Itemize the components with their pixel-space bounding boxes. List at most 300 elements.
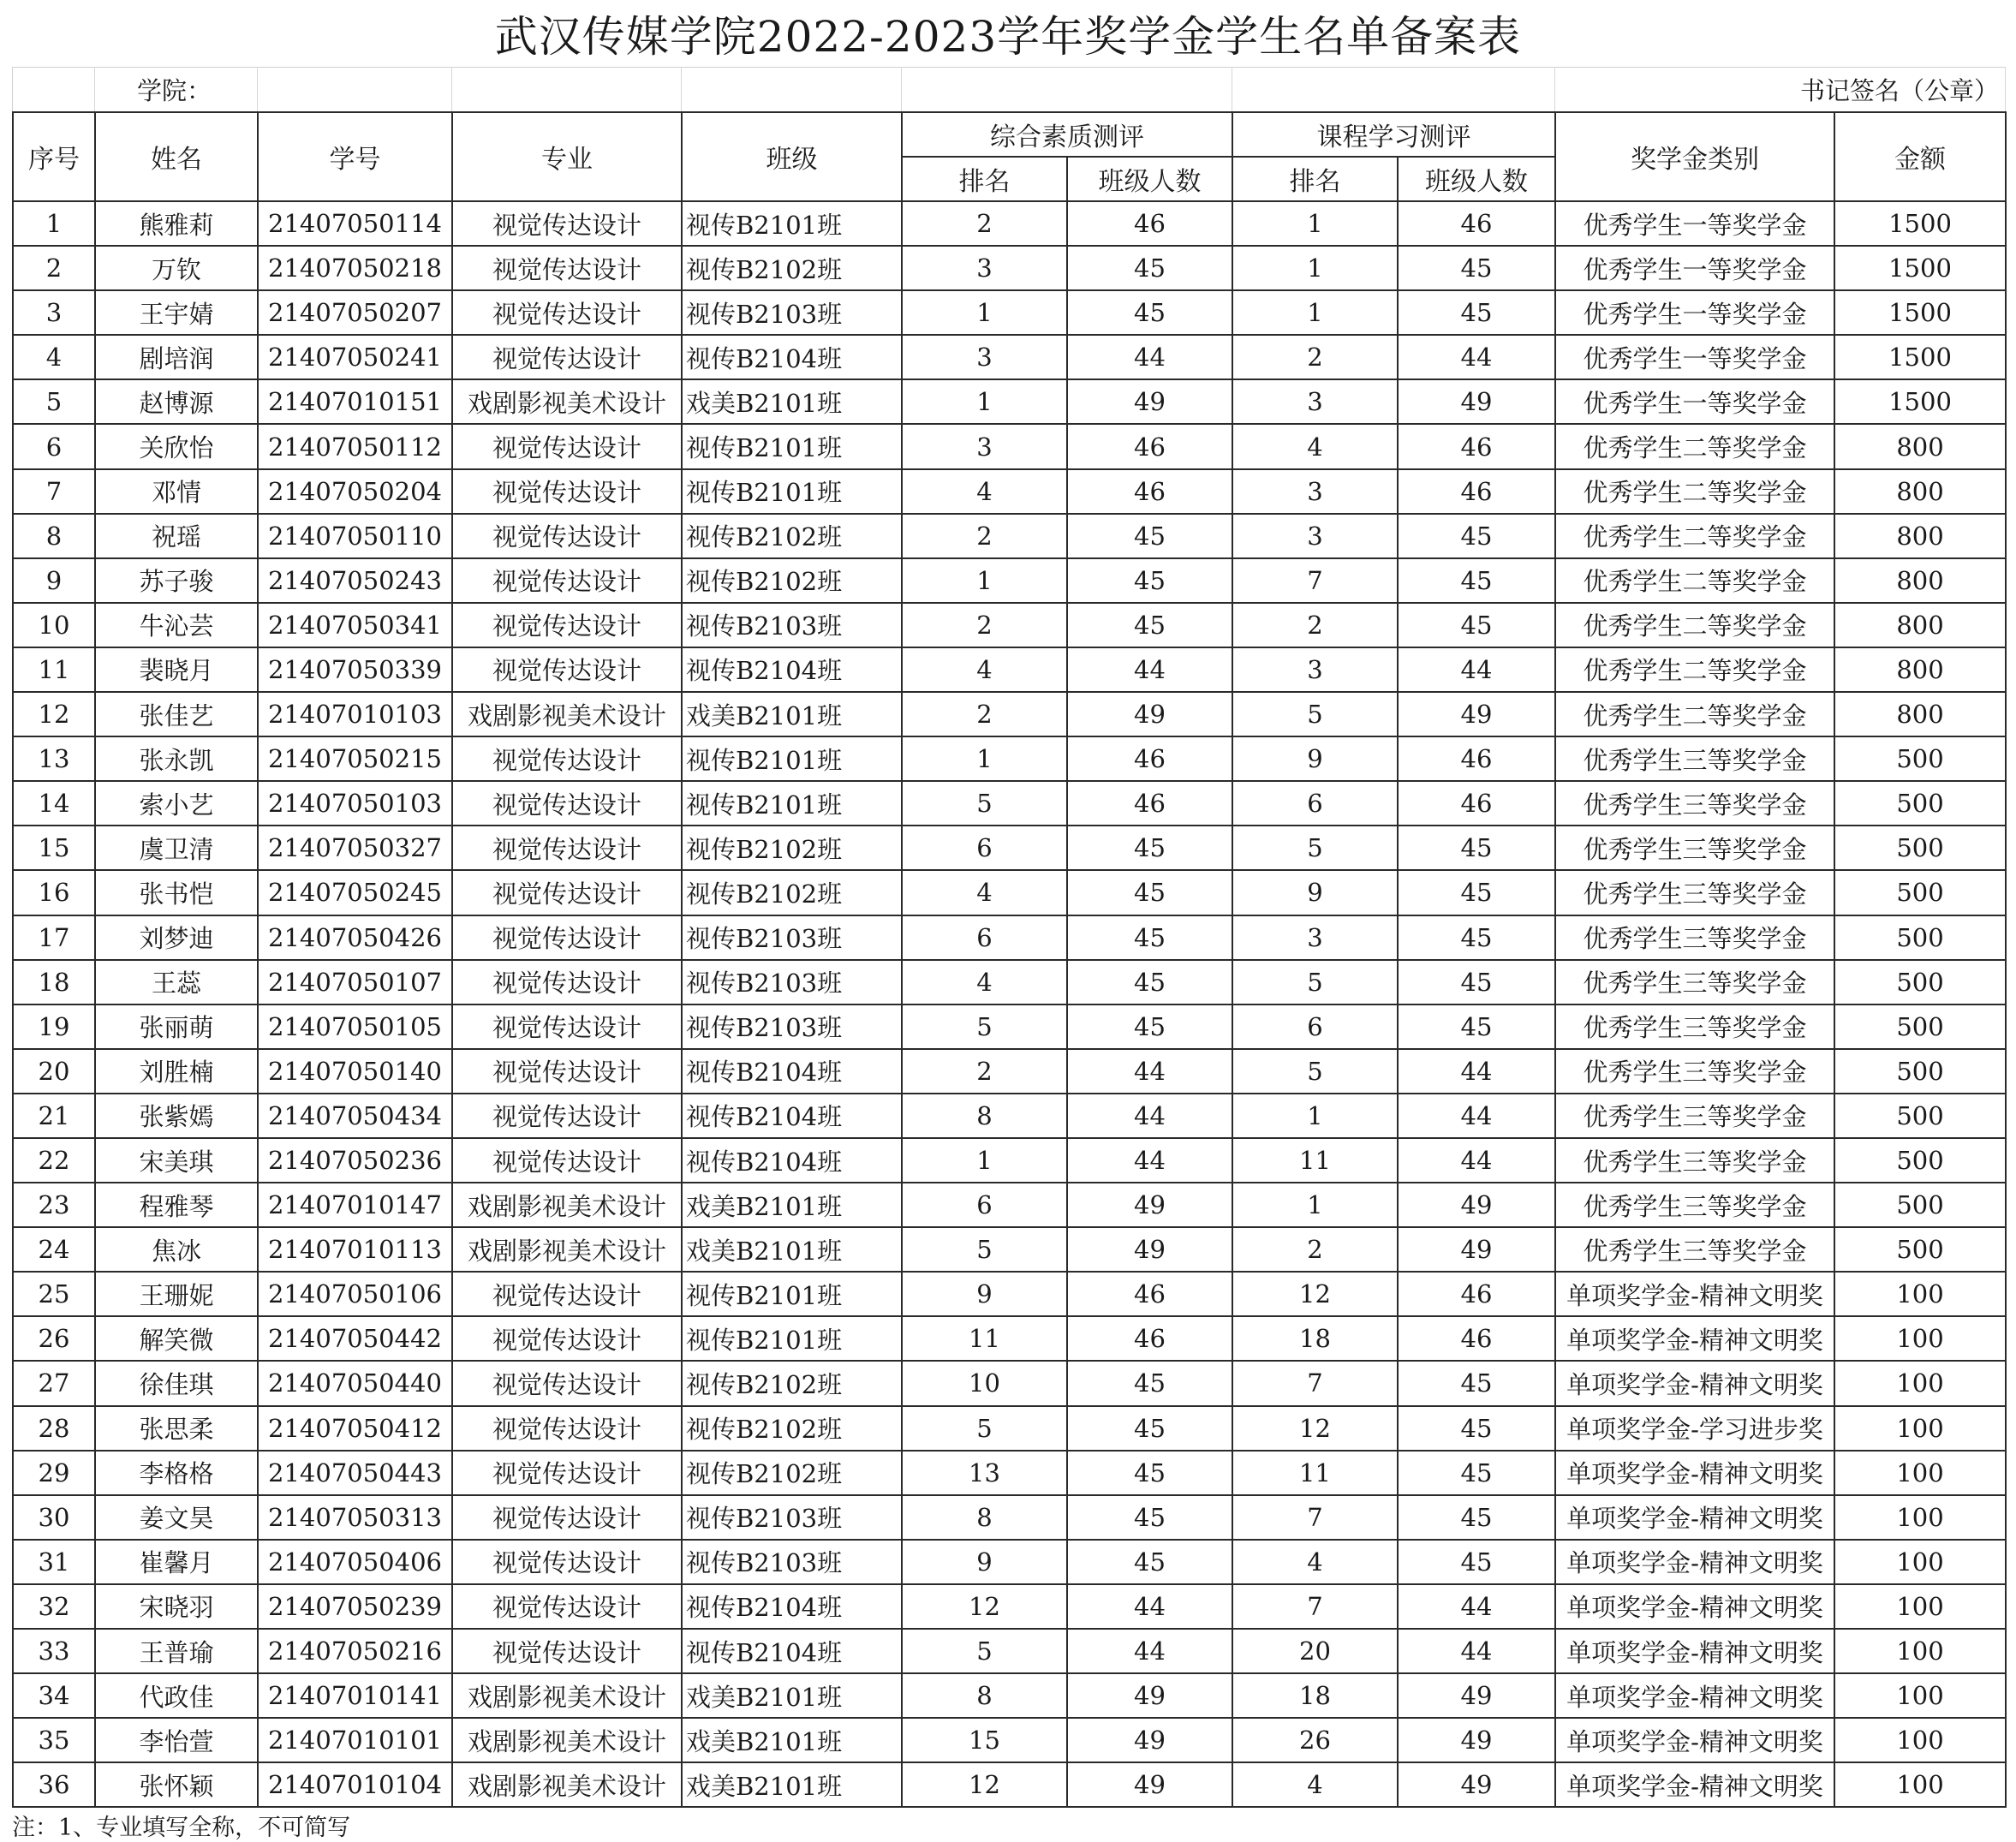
seq-cell: 19 [13,1004,95,1049]
comprehensive-rank-cell: 8 [902,1495,1067,1540]
course-rank-cell: 5 [1232,1049,1398,1094]
comprehensive-rank-cell: 6 [902,1183,1067,1227]
scholarship-type-cell: 优秀学生三等奖学金 [1555,1227,1834,1272]
comprehensive-rank-cell: 2 [902,514,1067,558]
scholarship-type-cell: 优秀学生二等奖学金 [1555,469,1834,514]
comprehensive-rank-cell: 3 [902,335,1067,379]
scholarship-type-cell: 优秀学生三等奖学金 [1555,1004,1834,1049]
scholarship-type-cell: 优秀学生二等奖学金 [1555,603,1834,647]
scholarship-type-cell: 单项奖学金-精神文明奖 [1555,1540,1834,1584]
seq-cell: 16 [13,870,95,915]
course-rank-cell: 5 [1232,960,1398,1004]
table-row [13,201,2006,246]
class-cell: 视传B2103班 [682,960,902,1004]
course-class-size-cell: 45 [1398,1540,1555,1584]
table-row [13,870,2006,915]
scholarship-type-cell: 优秀学生一等奖学金 [1555,379,1834,424]
comprehensive-class-size-cell: 49 [1067,1718,1232,1762]
name-cell: 张丽萌 [95,1004,258,1049]
student-id-cell: 21407050236 [258,1138,452,1183]
course-rank-cell: 1 [1232,1094,1398,1138]
comprehensive-rank-cell: 13 [902,1451,1067,1495]
header-amount: 金额 [1834,112,2006,201]
course-rank-cell: 18 [1232,1316,1398,1361]
course-class-size-cell: 44 [1398,647,1555,692]
comprehensive-rank-cell: 11 [902,1316,1067,1361]
name-cell: 张书恺 [95,870,258,915]
seq-cell: 12 [13,692,95,736]
amount-cell: 100 [1834,1629,2006,1673]
comprehensive-rank-cell: 12 [902,1762,1067,1807]
student-id-cell: 21407010141 [258,1673,452,1718]
comprehensive-class-size-cell: 45 [1067,514,1232,558]
major-cell: 视觉传达设计 [452,1049,682,1094]
major-cell: 视觉传达设计 [452,736,682,781]
course-rank-cell: 3 [1232,379,1398,424]
scholarship-type-cell: 优秀学生三等奖学金 [1555,960,1834,1004]
student-id-cell: 21407050140 [258,1049,452,1094]
college-label: 学院： [137,75,212,105]
amount-cell: 100 [1834,1361,2006,1405]
amount-cell: 500 [1834,1049,2006,1094]
header-course-rank: 排名 [1232,157,1398,201]
name-cell: 邓情 [95,469,258,514]
footnote: 注：1、专业填写全称，不可简写 [12,1815,351,1841]
class-cell: 视传B2104班 [682,647,902,692]
major-cell: 戏剧影视美术设计 [452,1762,682,1807]
student-id-cell: 21407010147 [258,1183,452,1227]
seq-cell: 15 [13,826,95,870]
class-cell: 视传B2102班 [682,826,902,870]
class-cell: 视传B2103班 [682,1004,902,1049]
scholarship-type-cell: 优秀学生三等奖学金 [1555,826,1834,870]
seq-cell: 5 [13,379,95,424]
table-row [13,1762,2006,1807]
course-rank-cell: 7 [1232,1495,1398,1540]
course-class-size-cell: 45 [1398,915,1555,960]
class-cell: 视传B2103班 [682,603,902,647]
student-id-cell: 21407050440 [258,1361,452,1405]
course-class-size-cell: 45 [1398,1361,1555,1405]
seq-cell: 35 [13,1718,95,1762]
student-id-cell: 21407050341 [258,603,452,647]
comprehensive-rank-cell: 9 [902,1540,1067,1584]
class-cell: 戏美B2101班 [682,379,902,424]
comprehensive-class-size-cell: 44 [1067,1049,1232,1094]
table-row [13,826,2006,870]
course-class-size-cell: 46 [1398,1316,1555,1361]
course-rank-cell: 1 [1232,201,1398,246]
comprehensive-class-size-cell: 46 [1067,736,1232,781]
class-cell: 视传B2102班 [682,514,902,558]
class-cell: 视传B2103班 [682,915,902,960]
student-id-cell: 21407010101 [258,1718,452,1762]
class-cell: 视传B2103班 [682,290,902,335]
student-id-cell: 21407050243 [258,558,452,603]
major-cell: 视觉传达设计 [452,603,682,647]
scholarship-type-cell: 单项奖学金-学习进步奖 [1555,1406,1834,1451]
comprehensive-class-size-cell: 44 [1067,647,1232,692]
name-cell: 张佳艺 [95,692,258,736]
comprehensive-rank-cell: 4 [902,469,1067,514]
course-rank-cell: 4 [1232,424,1398,468]
course-rank-cell: 6 [1232,781,1398,826]
seq-cell: 25 [13,1272,95,1316]
class-cell: 视传B2103班 [682,1495,902,1540]
scholarship-type-cell: 单项奖学金-精神文明奖 [1555,1673,1834,1718]
amount-cell: 500 [1834,915,2006,960]
table-row [13,469,2006,514]
comprehensive-rank-cell: 8 [902,1673,1067,1718]
header-grid [12,67,2005,111]
comprehensive-rank-cell: 1 [902,736,1067,781]
class-cell: 戏美B2101班 [682,1227,902,1272]
major-cell: 视觉传达设计 [452,1138,682,1183]
scholarship-type-cell: 优秀学生二等奖学金 [1555,558,1834,603]
course-class-size-cell: 45 [1398,960,1555,1004]
table-row [13,246,2006,290]
seq-cell: 23 [13,1183,95,1227]
course-rank-cell: 11 [1232,1451,1398,1495]
major-cell: 视觉传达设计 [452,424,682,468]
table-row [13,514,2006,558]
student-id-cell: 21407050207 [258,290,452,335]
comprehensive-class-size-cell: 45 [1067,1406,1232,1451]
table-row [13,692,2006,736]
class-cell: 视传B2104班 [682,335,902,379]
seq-cell: 2 [13,246,95,290]
table-row [13,915,2006,960]
scholarship-type-cell: 优秀学生一等奖学金 [1555,290,1834,335]
name-cell: 崔馨月 [95,1540,258,1584]
table-row [13,1094,2006,1138]
amount-cell: 1500 [1834,246,2006,290]
name-cell: 裴晓月 [95,647,258,692]
class-cell: 视传B2104班 [682,1584,902,1629]
amount-cell: 100 [1834,1540,2006,1584]
course-class-size-cell: 45 [1398,603,1555,647]
scholarship-type-cell: 单项奖学金-精神文明奖 [1555,1762,1834,1807]
name-cell: 代政佳 [95,1673,258,1718]
comprehensive-rank-cell: 4 [902,960,1067,1004]
comprehensive-class-size-cell: 45 [1067,558,1232,603]
table-row [13,1673,2006,1718]
comprehensive-class-size-cell: 45 [1067,826,1232,870]
table-row [13,603,2006,647]
course-rank-cell: 1 [1232,1183,1398,1227]
table-row [13,1138,2006,1183]
comprehensive-class-size-cell: 44 [1067,1629,1232,1673]
name-cell: 苏子骏 [95,558,258,603]
comprehensive-rank-cell: 5 [902,781,1067,826]
name-cell: 牛沁芸 [95,603,258,647]
table-row [13,647,2006,692]
scholarship-type-cell: 单项奖学金-精神文明奖 [1555,1451,1834,1495]
amount-cell: 800 [1834,514,2006,558]
major-cell: 视觉传达设计 [452,1584,682,1629]
scholarship-type-cell: 优秀学生一等奖学金 [1555,335,1834,379]
table-row [13,1049,2006,1094]
comprehensive-class-size-cell: 45 [1067,1004,1232,1049]
course-rank-cell: 3 [1232,514,1398,558]
comprehensive-rank-cell: 4 [902,870,1067,915]
amount-cell: 100 [1834,1762,2006,1807]
course-rank-cell: 4 [1232,1540,1398,1584]
major-cell: 戏剧影视美术设计 [452,1718,682,1762]
comprehensive-rank-cell: 1 [902,558,1067,603]
comprehensive-rank-cell: 15 [902,1718,1067,1762]
table-row [13,1718,2006,1762]
course-rank-cell: 4 [1232,1762,1398,1807]
name-cell: 焦冰 [95,1227,258,1272]
course-class-size-cell: 45 [1398,870,1555,915]
course-rank-cell: 12 [1232,1272,1398,1316]
student-id-cell: 21407050103 [258,781,452,826]
amount-cell: 100 [1834,1673,2006,1718]
scholarship-type-cell: 单项奖学金-精神文明奖 [1555,1718,1834,1762]
table-row [13,335,2006,379]
seq-cell: 18 [13,960,95,1004]
major-cell: 戏剧影视美术设计 [452,379,682,424]
course-class-size-cell: 45 [1398,558,1555,603]
amount-cell: 500 [1834,1227,2006,1272]
comprehensive-class-size-cell: 45 [1067,1361,1232,1405]
name-cell: 万钦 [95,246,258,290]
header-student-id: 学号 [258,112,452,201]
student-id-cell: 21407010113 [258,1227,452,1272]
comprehensive-rank-cell: 2 [902,1049,1067,1094]
course-rank-cell: 2 [1232,603,1398,647]
comprehensive-class-size-cell: 49 [1067,1227,1232,1272]
major-cell: 戏剧影视美术设计 [452,1183,682,1227]
scholarship-type-cell: 优秀学生二等奖学金 [1555,424,1834,468]
seq-cell: 34 [13,1673,95,1718]
seq-cell: 29 [13,1451,95,1495]
student-id-cell: 21407050426 [258,915,452,960]
comprehensive-class-size-cell: 49 [1067,379,1232,424]
major-cell: 视觉传达设计 [452,558,682,603]
scholarship-table [12,111,2007,1808]
signature-label: 书记签名（公章） [1799,75,1999,105]
header-comprehensive-class-size: 班级人数 [1067,157,1232,201]
course-rank-cell: 6 [1232,1004,1398,1049]
name-cell: 姜文昊 [95,1495,258,1540]
course-rank-cell: 3 [1232,469,1398,514]
major-cell: 视觉传达设计 [452,1540,682,1584]
name-cell: 王宇婧 [95,290,258,335]
comprehensive-rank-cell: 3 [902,424,1067,468]
class-cell: 戏美B2101班 [682,1762,902,1807]
comprehensive-rank-cell: 6 [902,826,1067,870]
seq-cell: 3 [13,290,95,335]
scholarship-type-cell: 单项奖学金-精神文明奖 [1555,1361,1834,1405]
major-cell: 视觉传达设计 [452,1629,682,1673]
comprehensive-rank-cell: 12 [902,1584,1067,1629]
seq-cell: 27 [13,1361,95,1405]
scholarship-type-cell: 优秀学生一等奖学金 [1555,246,1834,290]
scholarship-type-cell: 优秀学生三等奖学金 [1555,870,1834,915]
course-class-size-cell: 44 [1398,1094,1555,1138]
major-cell: 戏剧影视美术设计 [452,692,682,736]
name-cell: 王普瑜 [95,1629,258,1673]
table-row [13,1272,2006,1316]
comprehensive-rank-cell: 6 [902,915,1067,960]
amount-cell: 500 [1834,870,2006,915]
course-class-size-cell: 46 [1398,424,1555,468]
comprehensive-class-size-cell: 46 [1067,469,1232,514]
major-cell: 视觉传达设计 [452,201,682,246]
table-row [13,1406,2006,1451]
seq-cell: 24 [13,1227,95,1272]
course-rank-cell: 1 [1232,290,1398,335]
course-class-size-cell: 45 [1398,1495,1555,1540]
class-cell: 戏美B2101班 [682,1183,902,1227]
student-id-cell: 21407050204 [258,469,452,514]
course-class-size-cell: 46 [1398,469,1555,514]
class-cell: 视传B2101班 [682,781,902,826]
student-id-cell: 21407050339 [258,647,452,692]
class-cell: 视传B2102班 [682,558,902,603]
comprehensive-class-size-cell: 45 [1067,1540,1232,1584]
student-id-cell: 21407050112 [258,424,452,468]
scholarship-type-cell: 优秀学生一等奖学金 [1555,201,1834,246]
seq-cell: 7 [13,469,95,514]
name-cell: 赵博源 [95,379,258,424]
seq-cell: 13 [13,736,95,781]
course-rank-cell: 11 [1232,1138,1398,1183]
course-class-size-cell: 45 [1398,826,1555,870]
comprehensive-class-size-cell: 49 [1067,692,1232,736]
course-class-size-cell: 45 [1398,290,1555,335]
class-cell: 视传B2102班 [682,1406,902,1451]
seq-cell: 36 [13,1762,95,1807]
major-cell: 视觉传达设计 [452,335,682,379]
amount-cell: 500 [1834,1004,2006,1049]
name-cell: 宋美琪 [95,1138,258,1183]
comprehensive-rank-cell: 5 [902,1406,1067,1451]
amount-cell: 500 [1834,736,2006,781]
scholarship-type-cell: 优秀学生二等奖学金 [1555,692,1834,736]
scholarship-type-cell: 优秀学生二等奖学金 [1555,647,1834,692]
header-name: 姓名 [95,112,258,201]
name-cell: 剧培润 [95,335,258,379]
course-class-size-cell: 49 [1398,1762,1555,1807]
major-cell: 视觉传达设计 [452,960,682,1004]
comprehensive-class-size-cell: 44 [1067,1584,1232,1629]
comprehensive-class-size-cell: 46 [1067,201,1232,246]
amount-cell: 500 [1834,1183,2006,1227]
table-row [13,1004,2006,1049]
seq-cell: 17 [13,915,95,960]
table-row [13,1629,2006,1673]
course-rank-cell: 9 [1232,736,1398,781]
major-cell: 视觉传达设计 [452,1406,682,1451]
student-id-cell: 21407050106 [258,1272,452,1316]
class-cell: 视传B2102班 [682,1451,902,1495]
name-cell: 李格格 [95,1451,258,1495]
student-id-cell: 21407010103 [258,692,452,736]
amount-cell: 1500 [1834,201,2006,246]
table-row [13,960,2006,1004]
comprehensive-class-size-cell: 44 [1067,1138,1232,1183]
name-cell: 解笑微 [95,1316,258,1361]
course-class-size-cell: 46 [1398,201,1555,246]
amount-cell: 800 [1834,424,2006,468]
major-cell: 视觉传达设计 [452,870,682,915]
scholarship-type-cell: 单项奖学金-精神文明奖 [1555,1316,1834,1361]
course-rank-cell: 2 [1232,335,1398,379]
major-cell: 视觉传达设计 [452,246,682,290]
table-row [13,736,2006,781]
header-comprehensive-rank: 排名 [902,157,1067,201]
table-row [13,781,2006,826]
amount-cell: 100 [1834,1584,2006,1629]
comprehensive-class-size-cell: 44 [1067,335,1232,379]
student-id-cell: 21407050239 [258,1584,452,1629]
seq-cell: 9 [13,558,95,603]
scholarship-type-cell: 单项奖学金-精神文明奖 [1555,1272,1834,1316]
name-cell: 李怡萱 [95,1718,258,1762]
class-cell: 视传B2102班 [682,870,902,915]
name-cell: 刘梦迪 [95,915,258,960]
course-rank-cell: 2 [1232,1227,1398,1272]
student-id-cell: 21407050105 [258,1004,452,1049]
comprehensive-rank-cell: 5 [902,1629,1067,1673]
table-row [13,424,2006,468]
course-class-size-cell: 44 [1398,335,1555,379]
course-rank-cell: 9 [1232,870,1398,915]
grid-line [901,67,902,111]
scholarship-type-cell: 单项奖学金-精神文明奖 [1555,1495,1834,1540]
course-class-size-cell: 45 [1398,1451,1555,1495]
class-cell: 视传B2102班 [682,246,902,290]
course-class-size-cell: 44 [1398,1584,1555,1629]
comprehensive-class-size-cell: 46 [1067,1272,1232,1316]
comprehensive-class-size-cell: 46 [1067,1316,1232,1361]
student-id-cell: 21407050245 [258,870,452,915]
student-id-cell: 21407050216 [258,1629,452,1673]
class-cell: 视传B2104班 [682,1094,902,1138]
scholarship-type-cell: 优秀学生二等奖学金 [1555,514,1834,558]
course-class-size-cell: 49 [1398,692,1555,736]
student-id-cell: 21407050218 [258,246,452,290]
course-rank-cell: 1 [1232,246,1398,290]
name-cell: 张紫嫣 [95,1094,258,1138]
class-cell: 视传B2101班 [682,469,902,514]
scholarship-type-cell: 优秀学生三等奖学金 [1555,1183,1834,1227]
major-cell: 视觉传达设计 [452,1316,682,1361]
comprehensive-rank-cell: 4 [902,647,1067,692]
major-cell: 视觉传达设计 [452,514,682,558]
student-id-cell: 21407050434 [258,1094,452,1138]
class-cell: 戏美B2101班 [682,692,902,736]
class-cell: 视传B2101班 [682,1316,902,1361]
amount-cell: 500 [1834,1138,2006,1183]
header-class: 班级 [682,112,902,201]
name-cell: 虞卫清 [95,826,258,870]
grid-line [2005,67,2006,111]
amount-cell: 800 [1834,603,2006,647]
amount-cell: 1500 [1834,335,2006,379]
major-cell: 视觉传达设计 [452,290,682,335]
name-cell: 刘胜楠 [95,1049,258,1094]
course-class-size-cell: 44 [1398,1138,1555,1183]
table-row [13,1227,2006,1272]
course-class-size-cell: 45 [1398,246,1555,290]
course-rank-cell: 12 [1232,1406,1398,1451]
header-course-eval: 课程学习测评 [1232,112,1555,157]
grid-line [1554,67,1555,111]
